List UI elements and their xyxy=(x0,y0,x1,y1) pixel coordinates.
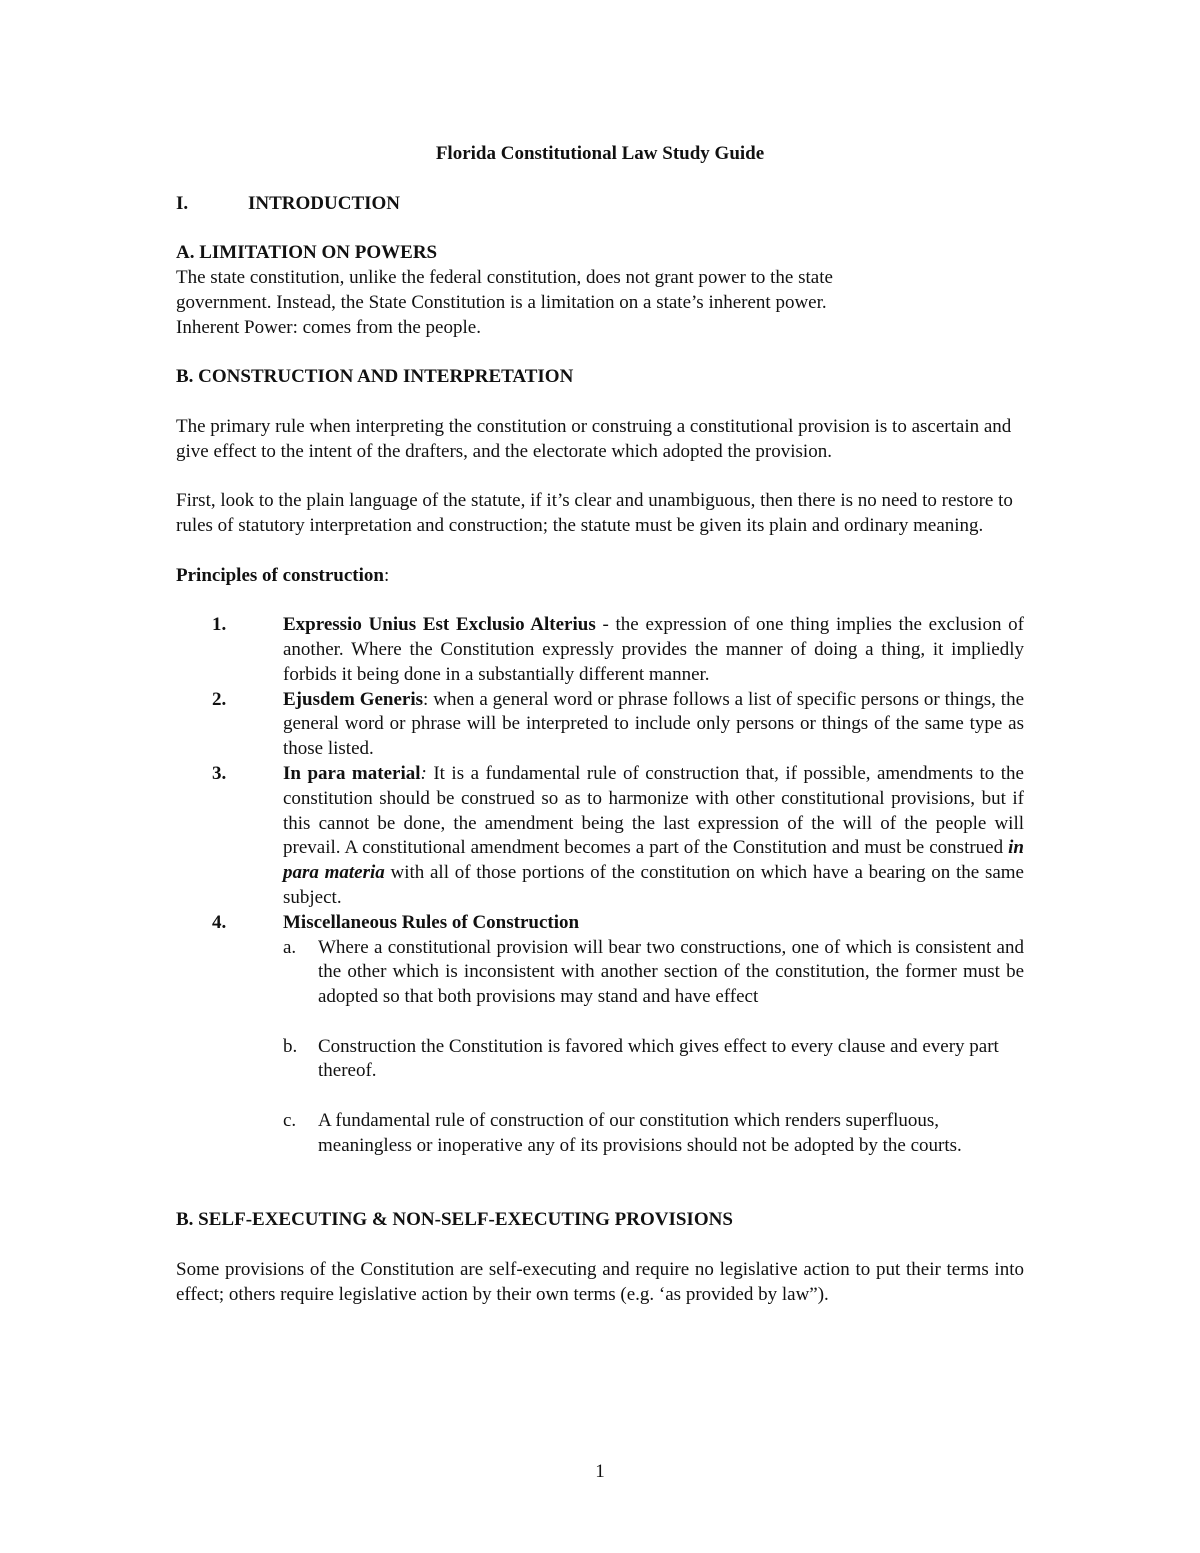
principles-heading xyxy=(176,564,1024,589)
principle-number: 3. xyxy=(212,762,227,784)
principles-label: Principles of construction xyxy=(176,564,384,586)
sub-item-text: Where a constitutional provision will bear two constructions, one of which is consistent and the other which is inconsistent with another section of the constitution, the former must be adopted so that both provisions may stand and have effect xyxy=(318,936,1024,1008)
sub-item-text: Construction the Constitution is favored which gives effect to every clause and every part thereof. xyxy=(318,1035,999,1082)
limitation-heading: A. LIMITATION ON POWERS xyxy=(176,242,438,264)
limitation-line-3: Inherent Power: comes from the people. xyxy=(176,316,481,338)
principle-text: It is a fundamental rule of construction that, if possible, amendments to the constitution should be construed so as to harmonize with other constitutional provisions, but if this cannot be done, the amendment being the last expression of the will of the people will prevail. A constitutional amendment becomes a part of the Constitution and must be construed xyxy=(283,762,1024,859)
construction-heading: B. CONSTRUCTION AND INTERPRETATION xyxy=(176,366,574,388)
principle-term: Expressio Unius Est Exclusio Alterius xyxy=(283,614,596,636)
sub-item xyxy=(283,1109,1024,1159)
principle-emphasis: in para materia xyxy=(283,837,1024,884)
limitation-line-2: government. Instead, the State Constitution is a limitation on a state’s inherent power. xyxy=(176,291,827,313)
principle-term: In para material xyxy=(283,762,421,784)
sub-item-letter: b. xyxy=(283,1035,298,1057)
section-introduction-heading xyxy=(176,192,1024,217)
sub-item-letter: a. xyxy=(283,936,297,958)
principle-number: 4. xyxy=(212,911,227,933)
principle-item xyxy=(176,911,1024,1010)
construction-paragraph-1: The primary rule when interpreting the constitution or construing a constitutional provision is to ascertain and give effect to the intent of the drafters, and the electorate which adopted the provision. xyxy=(176,415,1012,462)
section-number: I. xyxy=(176,192,189,214)
principle-number: 1. xyxy=(212,614,227,636)
principles-colon: : xyxy=(383,564,390,586)
principle-item xyxy=(176,688,1024,762)
principle-item xyxy=(176,762,1024,911)
sub-item-row xyxy=(176,1035,1024,1085)
principle-term: Miscellaneous Rules of Construction xyxy=(283,911,580,933)
limitation-line-1: The state constitution, unlike the federal constitution, does not grant power to the state xyxy=(176,266,833,288)
principle-number: 2. xyxy=(212,688,227,710)
principle-text: : when a general word or phrase follows a list of specific persons or things, the general word or phrase will be interpreted to include only persons or things of the same type as those listed. xyxy=(283,688,1024,760)
page-number: 1 xyxy=(595,1461,605,1482)
document-page xyxy=(176,142,1024,1307)
principle-text-continued: with all of those portions of the constitution on which have a bearing on the same subject. xyxy=(283,862,1024,908)
self-executing-paragraph: Some provisions of the Constitution are self-executing and require no legislative action to put their terms into effect; others require legislative action by their own terms (e.g. ‘as provided by law”). xyxy=(176,1258,1024,1305)
sub-item xyxy=(283,1035,1024,1085)
section-label: INTRODUCTION xyxy=(248,192,401,214)
principle-term-colon: : xyxy=(420,762,427,784)
document-title: Florida Constitutional Law Study Guide xyxy=(435,143,765,164)
construction-paragraph-2: First, look to the plain language of the statute, if it’s clear and unambiguous, then there is no need to restore to rules of statutory interpretation and construction; the statute must be given its plain and ordinary meaning. xyxy=(176,490,1013,536)
sub-item-letter: c. xyxy=(283,1110,297,1132)
sub-item xyxy=(283,936,1024,1010)
principle-text: - the expression of one thing implies the exclusion of another. Where the Constitution expressly provides the manner of doing a thing, it impliedly forbids it being done in a substantially different manner. xyxy=(283,614,1025,685)
principle-term: Ejusdem Generis xyxy=(283,688,424,710)
sub-item-text: A fundamental rule of construction of our constitution which renders superfluous, meaningless or inoperative any of its provisions should not be adopted by the courts. xyxy=(318,1110,962,1156)
sub-item-row xyxy=(176,1109,1024,1159)
self-executing-heading: B. SELF-EXECUTING & NON-SELF-EXECUTING PROVISIONS xyxy=(176,1209,733,1231)
principle-item xyxy=(176,613,1024,687)
